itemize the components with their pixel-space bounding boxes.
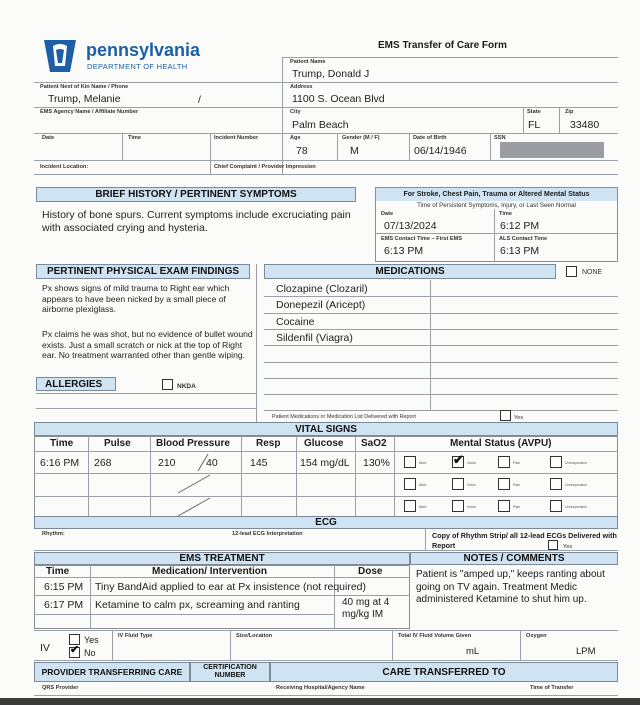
city-label: City xyxy=(290,109,301,115)
avpu-checkbox-voice[interactable] xyxy=(452,478,464,490)
iv-no-checkmark: ✔ xyxy=(70,644,80,656)
department-name: DEPARTMENT OF HEALTH xyxy=(87,62,188,71)
stroke-time-label: Time xyxy=(499,211,512,217)
avpu-checkbox-alert[interactable] xyxy=(404,456,416,468)
dob-value: 06/14/1946 xyxy=(414,145,467,157)
zip-value: 33480 xyxy=(570,119,600,131)
avpu-checkbox-unresponsive[interactable] xyxy=(550,478,562,490)
gender-value: M xyxy=(350,145,359,157)
notes-text: Patient is "amped up," keeps ranting about going on TV again. Treatment Medic administered Ketamine to shut him up. xyxy=(416,569,605,605)
patient-name-value: Trump, Donald J xyxy=(292,68,370,80)
city-value: Palm Beach xyxy=(292,119,349,131)
avpu-checkbox-pain[interactable] xyxy=(498,456,510,468)
treatment-row-2-med: Ketamine to calm px, screaming and ranting xyxy=(95,599,300,611)
treatment-row-1-med: Tiny BandAid applied to ear at Px insistence (not required) xyxy=(95,581,367,593)
vitals-header-pulse: Pulse xyxy=(104,438,131,449)
avpu-label-unresponsive: Unresponsive xyxy=(565,505,587,509)
avpu-label-unresponsive: Unresponsive xyxy=(565,461,587,465)
state-name: pennsylvania xyxy=(86,40,201,60)
avpu-label-alert: Alert xyxy=(419,461,427,465)
date-label: Date xyxy=(42,135,55,141)
avpu-label-voice: Voice xyxy=(467,505,476,509)
iv-yes-label: Yes xyxy=(84,635,99,645)
iv-fluid-label: IV Fluid Type xyxy=(118,633,153,639)
avpu-checkbox-unresponsive[interactable] xyxy=(550,500,562,512)
avpu-checkbox-alert[interactable] xyxy=(404,500,416,512)
iv-volume-unit: mL xyxy=(466,646,480,657)
meds-delivered-label: Patient Medications or Medication List Delivered with Report xyxy=(272,414,416,420)
dob-label: Date of Birth xyxy=(413,135,447,141)
ecg-interp-label: 12-lead ECG Interpretation xyxy=(232,531,303,537)
avpu-checkbox-alert[interactable] xyxy=(404,478,416,490)
allergies-title: ALLERGIES xyxy=(36,377,116,391)
avpu-label-unresponsive: Unresponsive xyxy=(565,483,587,487)
meds-delivered-yes: Yes xyxy=(514,415,524,421)
medication-item: Sildenfil (Viagra) xyxy=(276,331,353,344)
patient-name-label: Patient Name xyxy=(290,59,326,65)
time-label: Time xyxy=(128,135,141,141)
als-contact-label: ALS Contact Time xyxy=(499,236,548,242)
treatment-row-1-time: 6:15 PM xyxy=(44,581,84,593)
medication-row-line xyxy=(264,410,618,411)
agency-label: EMS Agency Name / Affiliate Number xyxy=(40,109,139,115)
address-value: 1100 S. Ocean Blvd xyxy=(292,93,385,105)
ecg-copy-checkbox[interactable] xyxy=(548,540,558,550)
notes-title: NOTES / COMMENTS xyxy=(410,552,618,565)
medication-item: Donepezil (Aricept) xyxy=(276,299,366,312)
oxygen-label: Oxygen xyxy=(526,633,547,639)
avpu-label-alert: Alert xyxy=(419,505,427,509)
meds-none-label: NONE xyxy=(582,269,603,276)
oxygen-unit: LPM xyxy=(576,646,596,657)
state-label: State xyxy=(527,109,541,115)
vitals-header-bp: Blood Pressure xyxy=(156,438,230,449)
qrs-provider-label: QRS Provider xyxy=(42,685,79,691)
medication-row-line xyxy=(264,296,618,297)
chief-complaint-label: Chief Complaint / Provider Impression xyxy=(214,164,316,170)
als-contact-value: 6:13 PM xyxy=(500,245,540,257)
stroke-date-label: Date xyxy=(381,211,394,217)
vitals-header-glucose: Glucose xyxy=(304,438,344,449)
history-text: History of bone spurs. Current symptoms include excruciating pain with associated crying and hysteria. xyxy=(42,209,351,234)
address-label: Address xyxy=(290,84,313,90)
gender-label: Gender (M / F) xyxy=(342,135,380,141)
meds-delivered-checkbox[interactable] xyxy=(500,410,511,421)
receiving-hospital-label: Receiving Hospital/Agency Name xyxy=(276,685,365,691)
zip-label: Zip xyxy=(565,109,574,115)
medication-row-line xyxy=(264,313,618,314)
stroke-time-value: 6:12 PM xyxy=(500,220,540,232)
exam-text-1: Px shows signs of mild trauma to Right ear which appears to have been nicked by a small piece of airborne plexiglass. xyxy=(42,283,230,314)
medication-item: Cocaine xyxy=(276,315,315,328)
bottom-edge-shadow xyxy=(0,698,640,705)
treatment-med-header: Medication/ Intervention xyxy=(152,566,268,577)
iv-size-label: Size/Location xyxy=(236,633,273,639)
kin-label: Patient Next of Kin Name / Phone xyxy=(40,84,129,90)
transfer-time-label: Time of Transfer xyxy=(530,685,574,691)
avpu-checkbox-pain[interactable] xyxy=(498,478,510,490)
care-transferred-title: CARE TRANSFERRED TO xyxy=(270,662,618,682)
medication-row-line xyxy=(264,345,618,346)
iv-label: IV xyxy=(40,642,50,654)
exam-title: PERTINENT PHYSICAL EXAM FINDINGS xyxy=(36,264,250,279)
avpu-checkbox-unresponsive[interactable] xyxy=(550,456,562,468)
stroke-subtitle: Time of Persistent Symptoms, Injury, or Last Seen Normal xyxy=(417,202,576,209)
ems-contact-value: 6:13 PM xyxy=(384,245,424,257)
kin-value: Trump, Melanie xyxy=(48,93,121,105)
vitals-header-resp: Resp xyxy=(256,438,281,449)
treatment-title: EMS TREATMENT xyxy=(34,552,410,565)
vitals-sao2: 130% xyxy=(363,457,390,469)
avpu-checkmark: ✔ xyxy=(453,452,464,467)
stroke-title: For Stroke, Chest Pain, Trauma or Altered Mental Status xyxy=(376,188,617,201)
medications-title: MEDICATIONS xyxy=(264,264,556,279)
kin-separator: / xyxy=(198,94,201,106)
avpu-label-voice: Voice xyxy=(467,461,476,465)
avpu-checkbox-voice[interactable] xyxy=(452,500,464,512)
exam-text-2: Px claims he was shot, but no evidence of bullet wound exists. Just a small scratch or nick at the top of Right ear. No treatment warranted other than gentle wiping. xyxy=(42,329,253,360)
avpu-checkbox-pain[interactable] xyxy=(498,500,510,512)
medication-item: Clozapine (Clozaril) xyxy=(276,283,368,295)
bp-slashes xyxy=(150,451,241,520)
provider-title: PROVIDER TRANSFERRING CARE xyxy=(34,662,190,682)
form-title: EMS Transfer of Care Form xyxy=(378,40,507,51)
nkda-checkbox[interactable] xyxy=(162,379,173,390)
incident-location-label: Incident Location: xyxy=(40,164,89,170)
medication-row-line xyxy=(264,329,618,330)
avpu-label-voice: Voice xyxy=(467,483,476,487)
meds-none-checkbox[interactable] xyxy=(566,266,577,277)
vitals-pulse: 268 xyxy=(94,457,112,469)
vitals-bp-diastolic: 40 xyxy=(206,457,218,469)
vitals-glucose: 154 mg/dL xyxy=(300,457,350,469)
age-label: Age xyxy=(290,135,301,141)
vitals-header-avpu: Mental Status (AVPU) xyxy=(450,438,552,449)
treatment-dose-header: Dose xyxy=(358,566,383,577)
ssn-redaction xyxy=(500,142,604,158)
ecg-title: ECG xyxy=(34,516,618,529)
vitals-header-time: Time xyxy=(50,438,74,449)
stroke-date-value: 07/13/2024 xyxy=(384,220,437,232)
ecg-rhythm-label: Rhythm: xyxy=(42,531,65,537)
ssn-label: SSN xyxy=(494,135,506,141)
medication-row-line xyxy=(264,394,618,395)
ems-contact-label: EMS Contact Time – First EMS xyxy=(381,236,463,242)
state-value: FL xyxy=(528,119,541,131)
iv-no-label: No xyxy=(84,648,96,658)
vitals-title: VITAL SIGNS xyxy=(34,422,618,436)
vitals-time: 6:16 PM xyxy=(40,457,80,469)
avpu-label-pain: Pain xyxy=(513,483,521,487)
nkda-label: NKDA xyxy=(177,383,196,390)
incident-number-label: Incident Number xyxy=(214,135,259,141)
avpu-label-pain: Pain xyxy=(513,461,521,465)
treatment-time-header: Time xyxy=(46,566,70,577)
avpu-label-pain: Pain xyxy=(513,505,521,509)
treatment-row-2-time: 6:17 PM xyxy=(44,599,84,611)
medication-row-line xyxy=(264,378,618,379)
ecg-copy-label: Copy of Rhythm Strip/ all 12-lead ECGs Delivered with Report xyxy=(432,531,617,550)
avpu-label-alert: Alert xyxy=(419,483,427,487)
vitals-resp: 145 xyxy=(250,457,268,469)
history-title: BRIEF HISTORY / PERTINENT SYMPTOMS xyxy=(36,187,356,202)
vitals-bp-systolic: 210 xyxy=(158,457,176,469)
age-value: 78 xyxy=(296,145,308,157)
medication-row-line xyxy=(264,362,618,363)
iv-volume-label: Total IV Fluid Volume Given xyxy=(398,633,472,639)
cert-title: CERTIFICATION NUMBER xyxy=(190,662,270,682)
ecg-copy-yes: Yes xyxy=(563,544,573,550)
vitals-header-sao2: SaO2 xyxy=(361,438,387,449)
treatment-row-2-dose: 40 mg at 4 mg/kg IM xyxy=(342,597,390,620)
